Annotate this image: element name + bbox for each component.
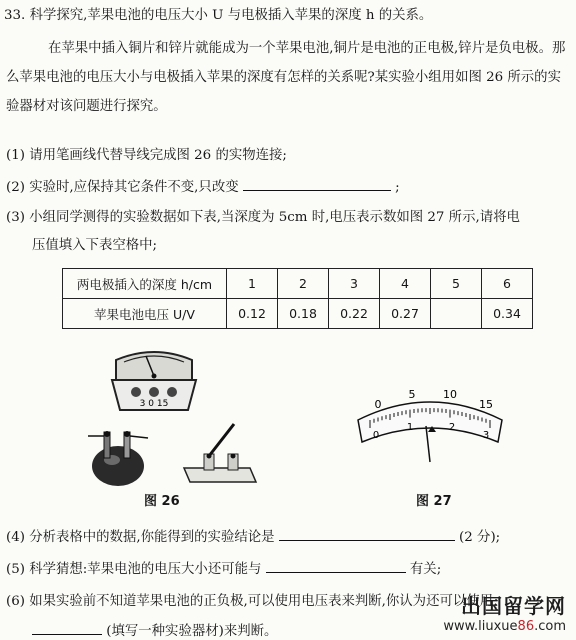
- bottom-scale-label: 3: [482, 430, 490, 441]
- part-5-text: (5) 科学猜想:苹果电池的电压大小还可能与: [6, 562, 262, 577]
- table-cell: 0.12: [227, 299, 278, 329]
- table-cell-blank[interactable]: [431, 299, 482, 329]
- part-4: [6, 528, 500, 546]
- voltmeter-scale-illustration: [350, 380, 510, 464]
- site-watermark: [443, 590, 566, 634]
- part-6-line-1: (6) 如果实验前不知道苹果电池的正负极,可以使用电压表来判断,你认为还可以使用: [6, 594, 494, 609]
- top-scale-label: 5: [408, 388, 416, 401]
- part-3-line-1: (3) 小组同学测得的实验数据如下表,当深度为 5cm 时,电压表示数如图 27 所示,请将电: [6, 210, 520, 225]
- apple-battery-illustration: [84, 426, 154, 490]
- table-cell: 5: [431, 269, 482, 299]
- table-row-voltage: [63, 299, 533, 329]
- switch-illustration: [176, 412, 260, 490]
- meter-terminal-labels: 3 0 15: [139, 399, 169, 409]
- intro-text: 在苹果中插入铜片和锌片就能成为一个苹果电池,铜片是电池的正电极,锌片是负电极。那么苹果电池的电压大小与电极插入苹果的深度有怎样的关系呢?某实验小组用如图 26 所示的实验器材对该问题进行探究。: [6, 41, 566, 114]
- figure-26-caption: 图 26: [144, 494, 180, 509]
- table-row-depth: [63, 269, 533, 299]
- table-cell: 4: [380, 269, 431, 299]
- top-scale-label: 0: [374, 398, 382, 411]
- answer-blank-5[interactable]: [266, 560, 406, 573]
- table-cell: 0.34: [482, 299, 533, 329]
- part-5: [6, 560, 441, 578]
- table-cell: 2: [278, 269, 329, 299]
- part-2-text: (2) 实验时,应保持其它条件不变,只改变: [6, 180, 239, 195]
- answer-blank-2[interactable]: [243, 178, 391, 191]
- answer-blank-4[interactable]: [279, 528, 455, 541]
- part-4-suffix: (2 分);: [459, 530, 501, 545]
- table-cell: 0.27: [380, 299, 431, 329]
- table-cell: 1: [227, 269, 278, 299]
- figure-27-caption: 图 27: [416, 494, 452, 509]
- part-6-suffix: (填写一种实验器材)来判断。: [106, 624, 278, 639]
- question-title: 科学探究,苹果电池的电压大小 U 与电极插入苹果的深度 h 的关系。: [29, 8, 433, 23]
- question-intro: [6, 34, 566, 121]
- question-number: 33.: [4, 8, 26, 23]
- part-3-line-2: 压值填入下表空格中;: [32, 238, 158, 253]
- table-cell: 3: [329, 269, 380, 299]
- table-header-depth: 两电极插入的深度 h/cm: [63, 269, 227, 299]
- part-2-suffix: ;: [395, 180, 400, 195]
- part-1: (1) 请用笔画线代替导线完成图 26 的实物连接;: [6, 148, 287, 163]
- watermark-url: www.liuxue86.com: [443, 619, 566, 634]
- table-header-voltage: 苹果电池电压 U/V: [63, 299, 227, 329]
- watermark-title: 出国留学网: [461, 594, 566, 618]
- question-title-line: [4, 8, 432, 24]
- answer-blank-6[interactable]: [32, 622, 102, 635]
- table-cell: 0.22: [329, 299, 380, 329]
- part-2: [6, 178, 400, 196]
- table-cell: 6: [482, 269, 533, 299]
- bottom-scale-label: 1: [406, 422, 414, 433]
- part-5-suffix: 有关;: [409, 562, 442, 577]
- data-table: [62, 268, 533, 329]
- part-6-line-2: [32, 622, 277, 640]
- bottom-scale-label: 0: [372, 430, 380, 441]
- bottom-scale-label: 2: [448, 422, 456, 433]
- part-4-text: (4) 分析表格中的数据,你能得到的实验结论是: [6, 530, 275, 545]
- table-cell: 0.18: [278, 299, 329, 329]
- top-scale-label: 10: [443, 388, 457, 401]
- top-scale-label: 15: [479, 398, 493, 411]
- voltmeter-illustration: [106, 340, 202, 418]
